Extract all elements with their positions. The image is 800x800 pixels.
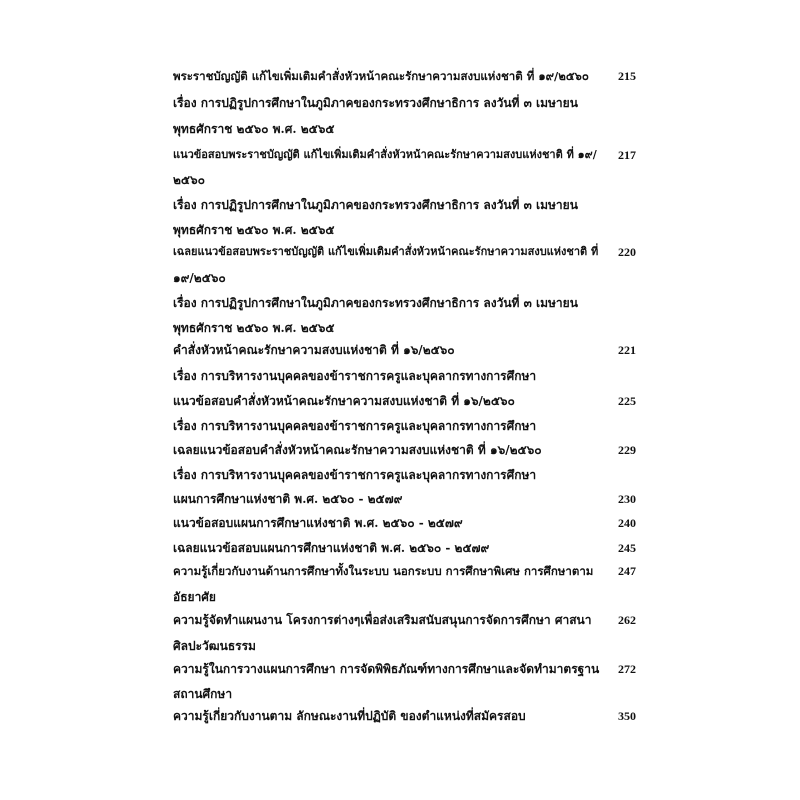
page-number: 230 bbox=[618, 492, 636, 506]
entry-subtitle: เรื่อง การปฏิรูปการศึกษาในภูมิภาคของกระทรวงศึกษาธิการ ลงวันที่ ๓ เมษายน bbox=[173, 296, 578, 310]
entry-subtitle: เรื่อง การปฏิรูปการศึกษาในภูมิภาคของกระทรวงศึกษาธิการ ลงวันที่ ๓ เมษายน bbox=[173, 198, 578, 212]
entry-title: เฉลยแนวข้อสอบคำสั่งหัวหน้าคณะรักษาความสงบแห่งชาติ ที่ ๑๖/๒๕๖๐ bbox=[173, 443, 542, 457]
entry-subtitle: พุทธศักราช ๒๕๖๐ พ.ศ. ๒๕๖๕ bbox=[173, 122, 335, 136]
page-number: 240 bbox=[618, 516, 636, 530]
page-number: 217 bbox=[618, 148, 636, 162]
page-number: 215 bbox=[618, 69, 636, 83]
entry-title-cont: ๑๙/๒๕๖๐ bbox=[173, 271, 226, 285]
page-number: 245 bbox=[618, 541, 636, 555]
entry-title: เฉลยแนวข้อสอบพระราชบัญญัติ แก้ไขเพิ่มเติมคำสั่งหัวหน้าคณะรักษาความสงบแห่งชาติ ที่ bbox=[173, 245, 599, 258]
entry-title: แผนการศึกษาแห่งชาติ พ.ศ. ๒๕๖๐ - ๒๕๗๙ bbox=[173, 492, 403, 506]
entry-title: พระราชบัญญัติ แก้ไขเพิ่มเติมคำสั่งหัวหน้าคณะรักษาความสงบแห่งชาติ ที่ ๑๙/๒๕๖๐ bbox=[173, 69, 589, 83]
page-number: 225 bbox=[618, 394, 636, 408]
entry-title: เฉลยแนวข้อสอบแผนการศึกษาแห่งชาติ พ.ศ. ๒๕๖๐ - ๒๕๗๙ bbox=[173, 541, 490, 555]
entry-subtitle: เรื่อง การบริหารงานบุคคลของข้าราชการครูและบุคลากรทางการศึกษา bbox=[173, 419, 537, 433]
entry-title-cont: ศิลปะวัฒนธรรม bbox=[173, 639, 256, 653]
entry-title: ความรู้จัดทำแผนงาน โครงการต่างๆเพื่อส่งเสริมสนับสนุนการจัดการศึกษา ศาสนา bbox=[173, 613, 592, 627]
entry-title: ความรู้ในการวางแผนการศึกษา การจัดพิพิธภัณฑ์ทางการศึกษาและจัดทำมาตรฐาน bbox=[173, 662, 600, 676]
page-number: 229 bbox=[618, 443, 636, 457]
entry-title: ความรู้เกี่ยวกับงานด้านการศึกษาทั้งในระบบ นอกระบบ การศึกษาพิเศษ การศึกษาตาม bbox=[173, 564, 594, 578]
entry-title-cont: อัธยาศัย bbox=[173, 590, 216, 604]
entry-title: ความรู้เกี่ยวกับงานตาม ลักษณะงานที่ปฏิบัติ ของตำแหน่งที่สมัครสอบ bbox=[173, 709, 526, 723]
entry-title-cont: ๒๕๖๐ bbox=[173, 173, 205, 187]
entry-subtitle: พุทธศักราช ๒๕๖๐ พ.ศ. ๒๕๖๕ bbox=[173, 223, 335, 237]
entry-title-cont: สถานศึกษา bbox=[173, 687, 233, 701]
entry-title: แนวข้อสอบคำสั่งหัวหน้าคณะรักษาความสงบแห่งชาติ ที่ ๑๖/๒๕๖๐ bbox=[173, 394, 515, 408]
page-number: 247 bbox=[618, 564, 636, 578]
entry-title: แนวข้อสอบแผนการศึกษาแห่งชาติ พ.ศ. ๒๕๖๐ - ๒๕๗๙ bbox=[173, 516, 463, 530]
page-number: 220 bbox=[618, 245, 636, 259]
entry-title: แนวข้อสอบพระราชบัญญัติ แก้ไขเพิ่มเติมคำสั่งหัวหน้าคณะรักษาความสงบแห่งชาติ ที่ ๑๙/ bbox=[173, 148, 597, 161]
page-number: 221 bbox=[618, 343, 636, 357]
entry-subtitle: เรื่อง การบริหารงานบุคคลของข้าราชการครูและบุคลากรทางการศึกษา bbox=[173, 468, 537, 482]
page-number: 262 bbox=[618, 613, 636, 627]
entry-subtitle: พุทธศักราช ๒๕๖๐ พ.ศ. ๒๕๖๕ bbox=[173, 321, 335, 335]
page-number: 350 bbox=[618, 709, 636, 723]
entry-subtitle: เรื่อง การปฏิรูปการศึกษาในภูมิภาคของกระทรวงศึกษาธิการ ลงวันที่ ๓ เมษายน bbox=[173, 96, 578, 110]
entry-subtitle: เรื่อง การบริหารงานบุคคลของข้าราชการครูและบุคลากรทางการศึกษา bbox=[173, 369, 537, 383]
entry-title: คำสั่งหัวหน้าคณะรักษาความสงบแห่งชาติ ที่ ๑๖/๒๕๖๐ bbox=[173, 343, 455, 357]
page-number: 272 bbox=[618, 662, 636, 676]
